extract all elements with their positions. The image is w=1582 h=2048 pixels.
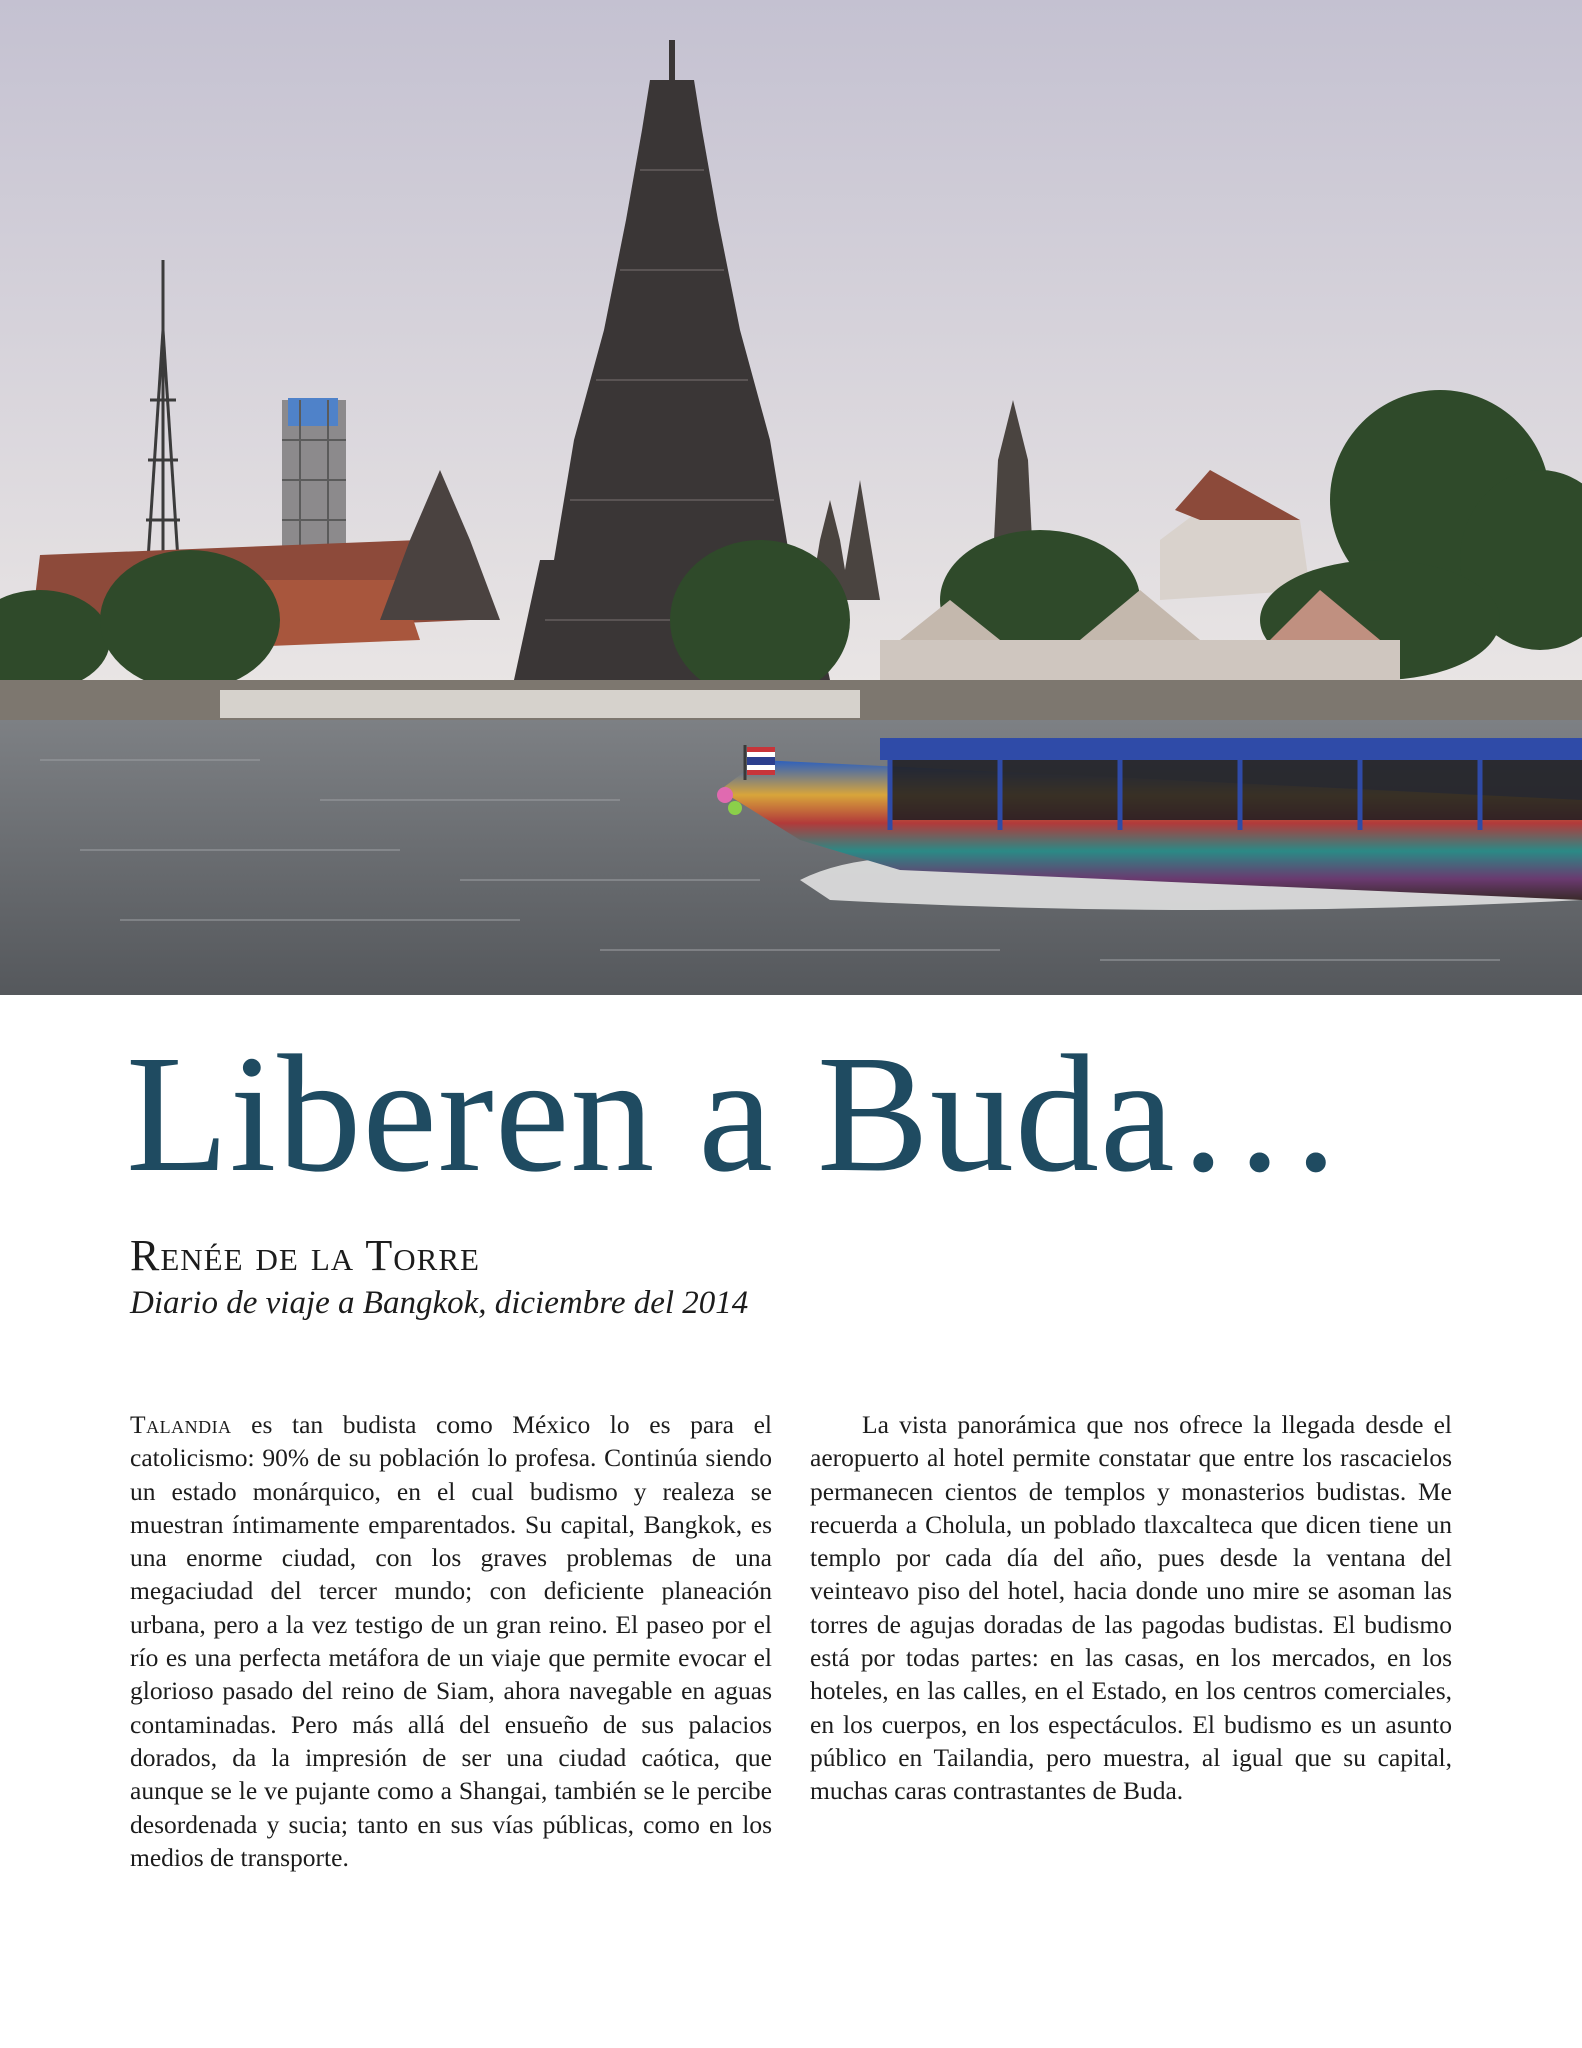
paragraph-1-text: es tan budista como México lo es para el catolicismo: 90% de su población lo profesa. Continúa siendo un estado monárquico, en el cual budismo y realeza se muestran íntimamente emparentados. Su capital, Bangkok, es una enorme ciudad, con los graves problemas de una megaciudad del tercer mundo; con deficiente planeación urbana, pero a la vez testigo de un gran reino. El paseo por el río es una perfecta metáfora de un viaje que permite evocar el glorioso pasado del reino de Siam, ahora navegable en aguas contaminadas. Pero más allá del ensueño de sus palacios dorados, da la impresión de ser una ciudad caótica, que aunque se le ve pujante como a Shangai, también se le percibe desordenada y sucia; tanto en sus vías públicas, como en los medios de transporte. — [130, 1410, 772, 1872]
article-subtitle: Diario de viaje a Bangkok, diciembre del 2014 — [130, 1285, 749, 1321]
body-column-left — [130, 1408, 772, 1874]
author-name: Renée de la Torre — [130, 1231, 480, 1280]
temple-river-illustration — [0, 0, 1582, 995]
body-column-right — [810, 1408, 1452, 1808]
paragraph-1 — [130, 1408, 772, 1874]
article-title: Liberen a Buda… — [126, 1021, 1345, 1207]
paragraph-2: La vista panorámica que nos ofrece la llegada desde el aeropuerto al hotel permite constatar que entre los rascacielos permanecen cientos de templos y monasterios budistas. Me recuerda a Cholula, un poblado tlaxcalteca que dicen tiene un templo por cada día del año, pues desde la ventana del veinteavo piso del hotel, hacia donde uno mire se asoman las torres de agujas doradas de las pagodas budistas. El budismo está por todas partes: en las casas, en los mercados, en los hoteles, en las calles, en el Estado, en los centros comerciales, en los cuerpos, en los espectáculos. El budismo es un asunto público en Tailandia, pero muestra, al igual que su capital, muchas caras contrastantes de Buda. — [810, 1410, 1452, 1806]
header-photo — [0, 0, 1582, 995]
lead-word: Talandia — [130, 1410, 232, 1439]
